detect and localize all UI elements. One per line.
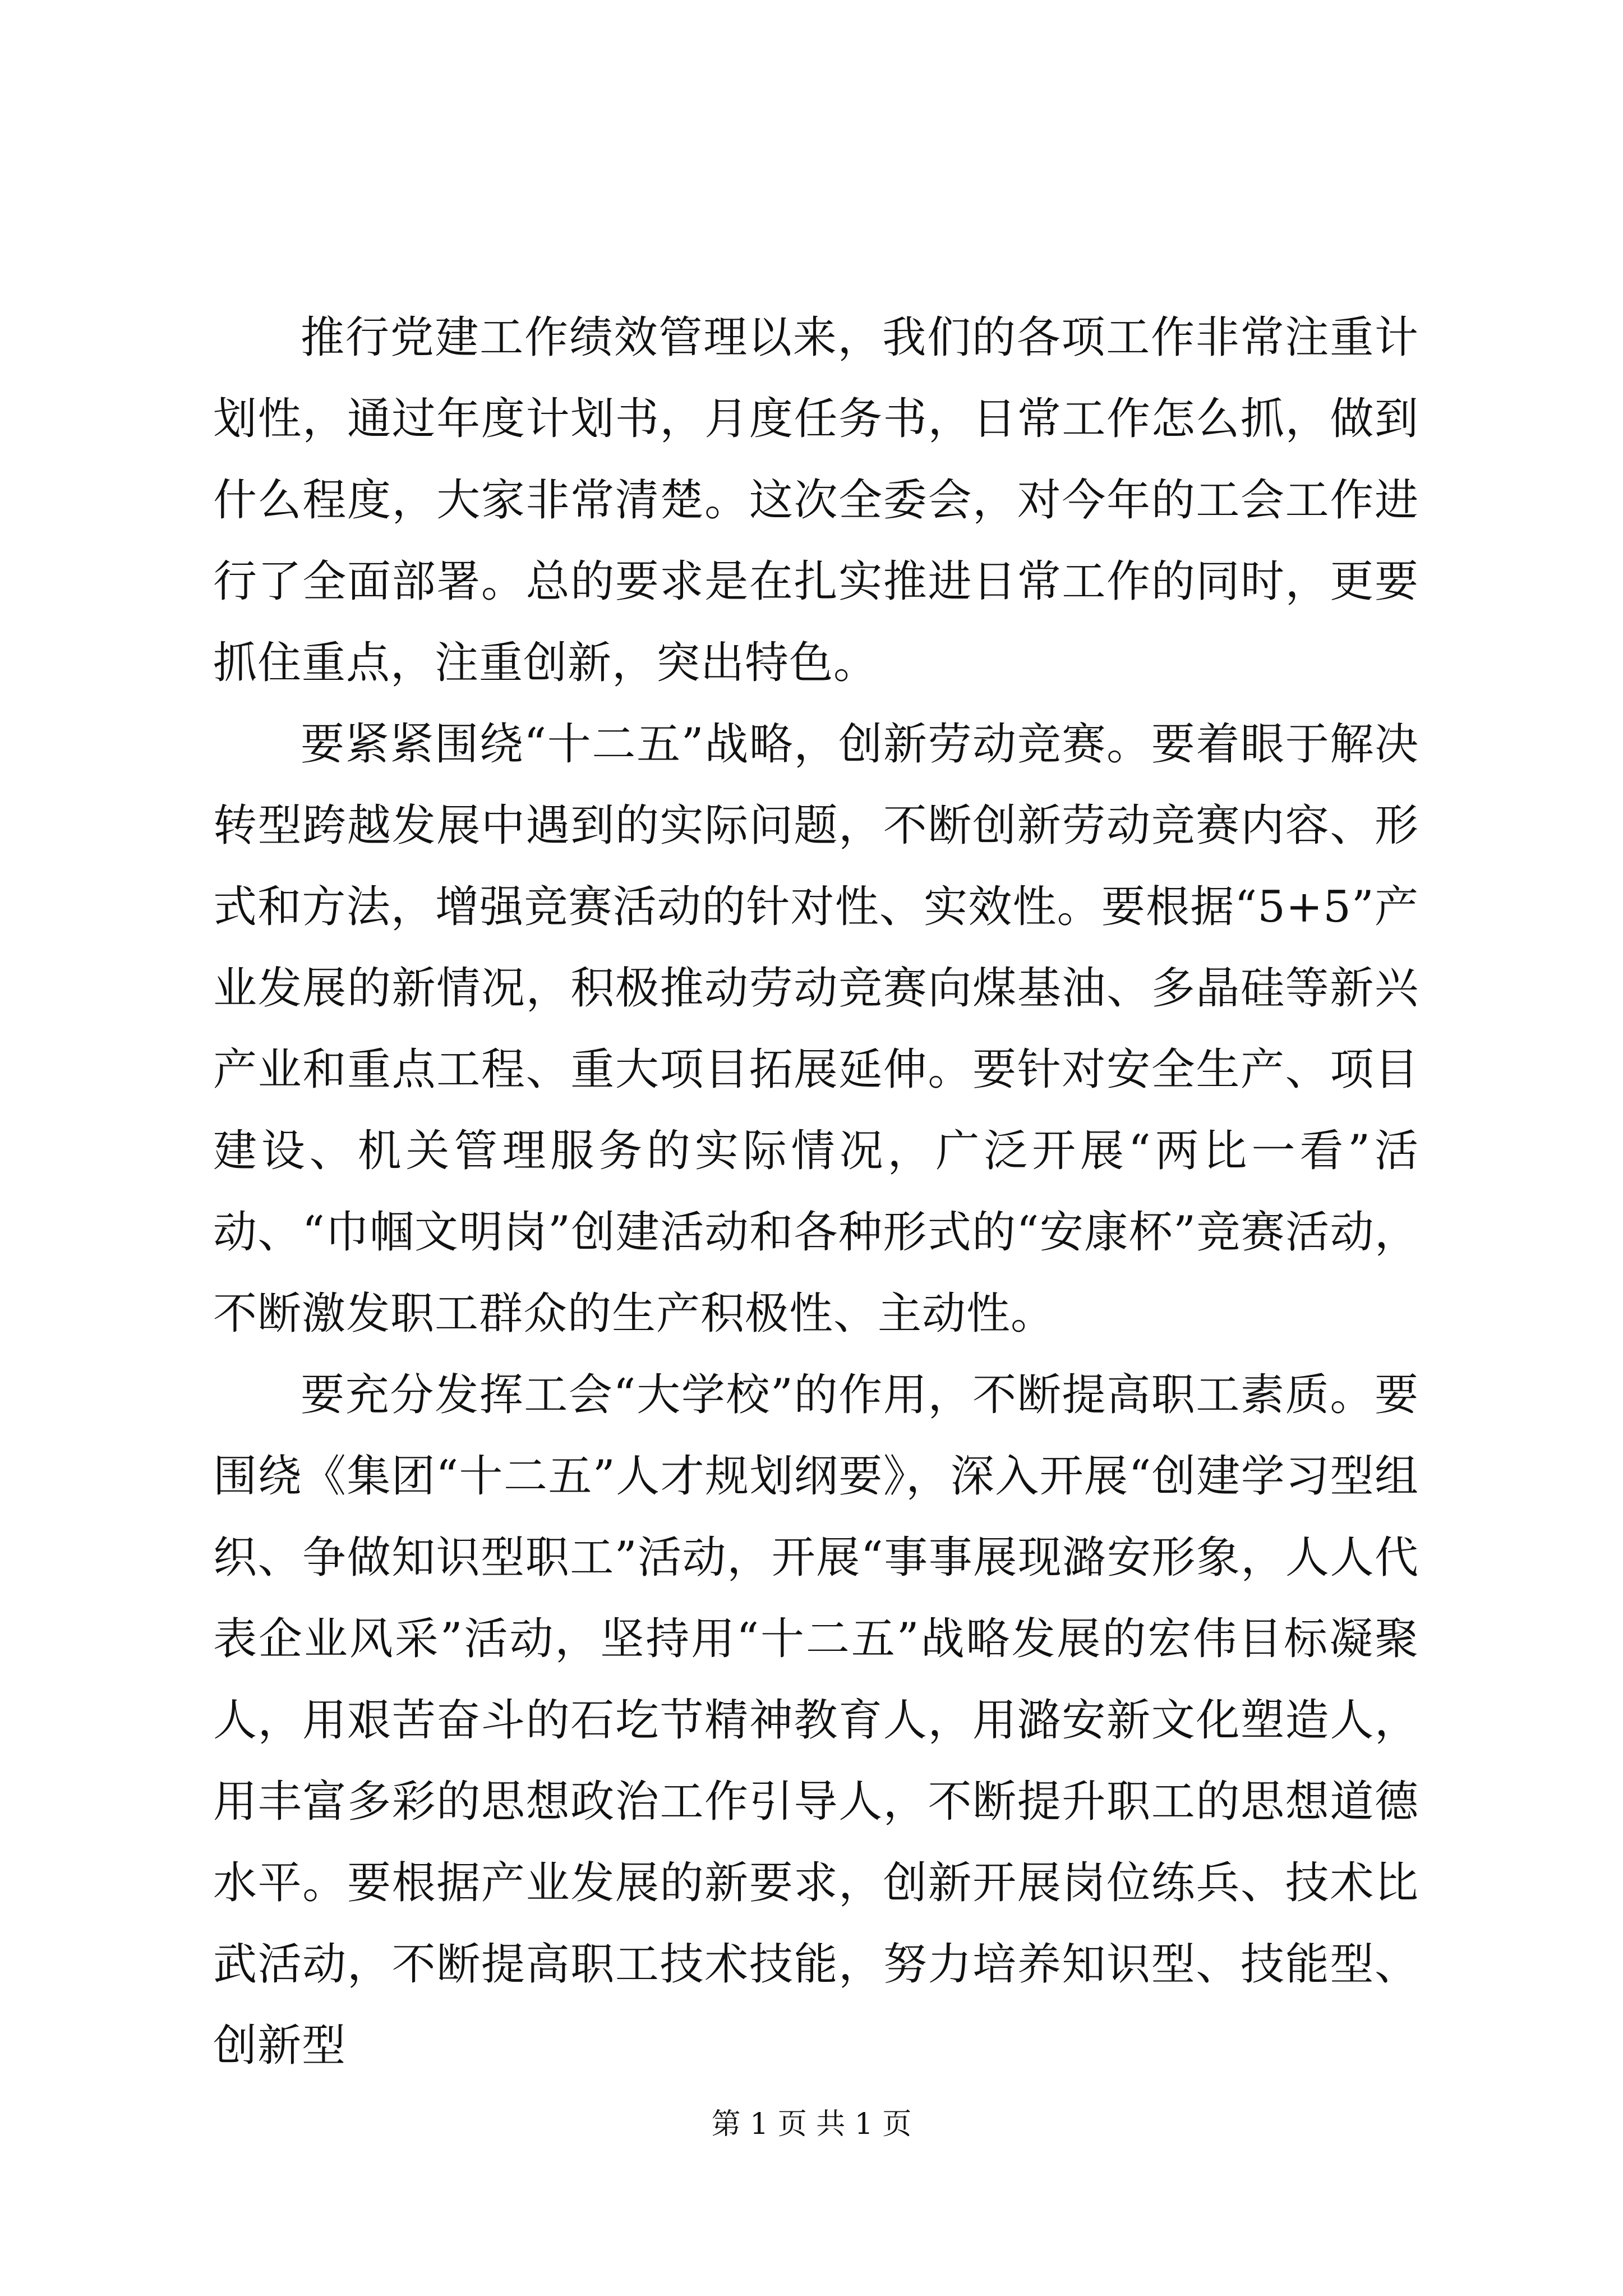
paragraph-3: 要充分发挥工会“大学校”的作用，不断提高职工素质。要围绕《集团“十二五”人才规划纲要》，深入开展“创建学习型组织、争做知识型职工”活动，开展“事事展现潞安形象，人人代表企业风采”活动，坚持用“十二五”战略发展的宏伟目标凝聚人，用艰苦奋斗的石圪节精神教育人，用潞安新文化塑造人，用丰富多彩的思想政治工作引导人，不断提升职工的思想道德水平。要根据产业发展的新要求，创新开展岗位练兵、技术比武活动，不断提高职工技术技能，努力培养知识型、技能型、创新型 [213, 1370, 1419, 2071]
document-body [213, 297, 1419, 2087]
paragraph-1: 推行党建工作绩效管理以来，我们的各项工作非常注重计划性，通过年度计划书，月度任务书，日常工作怎么抓，做到什么程度，大家非常清楚。这次全委会，对今年的工会工作进行了全面部署。总的要求是在扎实推进日常工作的同时，更要抓住重点，注重创新，突出特色。 [213, 312, 1419, 688]
paragraph-2: 要紧紧围绕“十二五”战略，创新劳动竞赛。要着眼于解决转型跨越发展中遇到的实际问题，不断创新劳动竞赛内容、形式和方法，增强竞赛活动的针对性、实效性。要根据“5+5”产业发展的新情况，积极推动劳动竞赛向煤基油、多晶硅等新兴产业和重点工程、重大项目拓展延伸。要针对安全生产、项目建设、机关管理服务的实际情况，广泛开展“两比一看”活动、“巾帼文明岗”创建活动和各种形式的“安康杯”竞赛活动，不断激发职工群众的生产积极性、主动性。 [213, 719, 1419, 1339]
page-footer: 第 1 页 共 1 页 [711, 2108, 912, 2141]
